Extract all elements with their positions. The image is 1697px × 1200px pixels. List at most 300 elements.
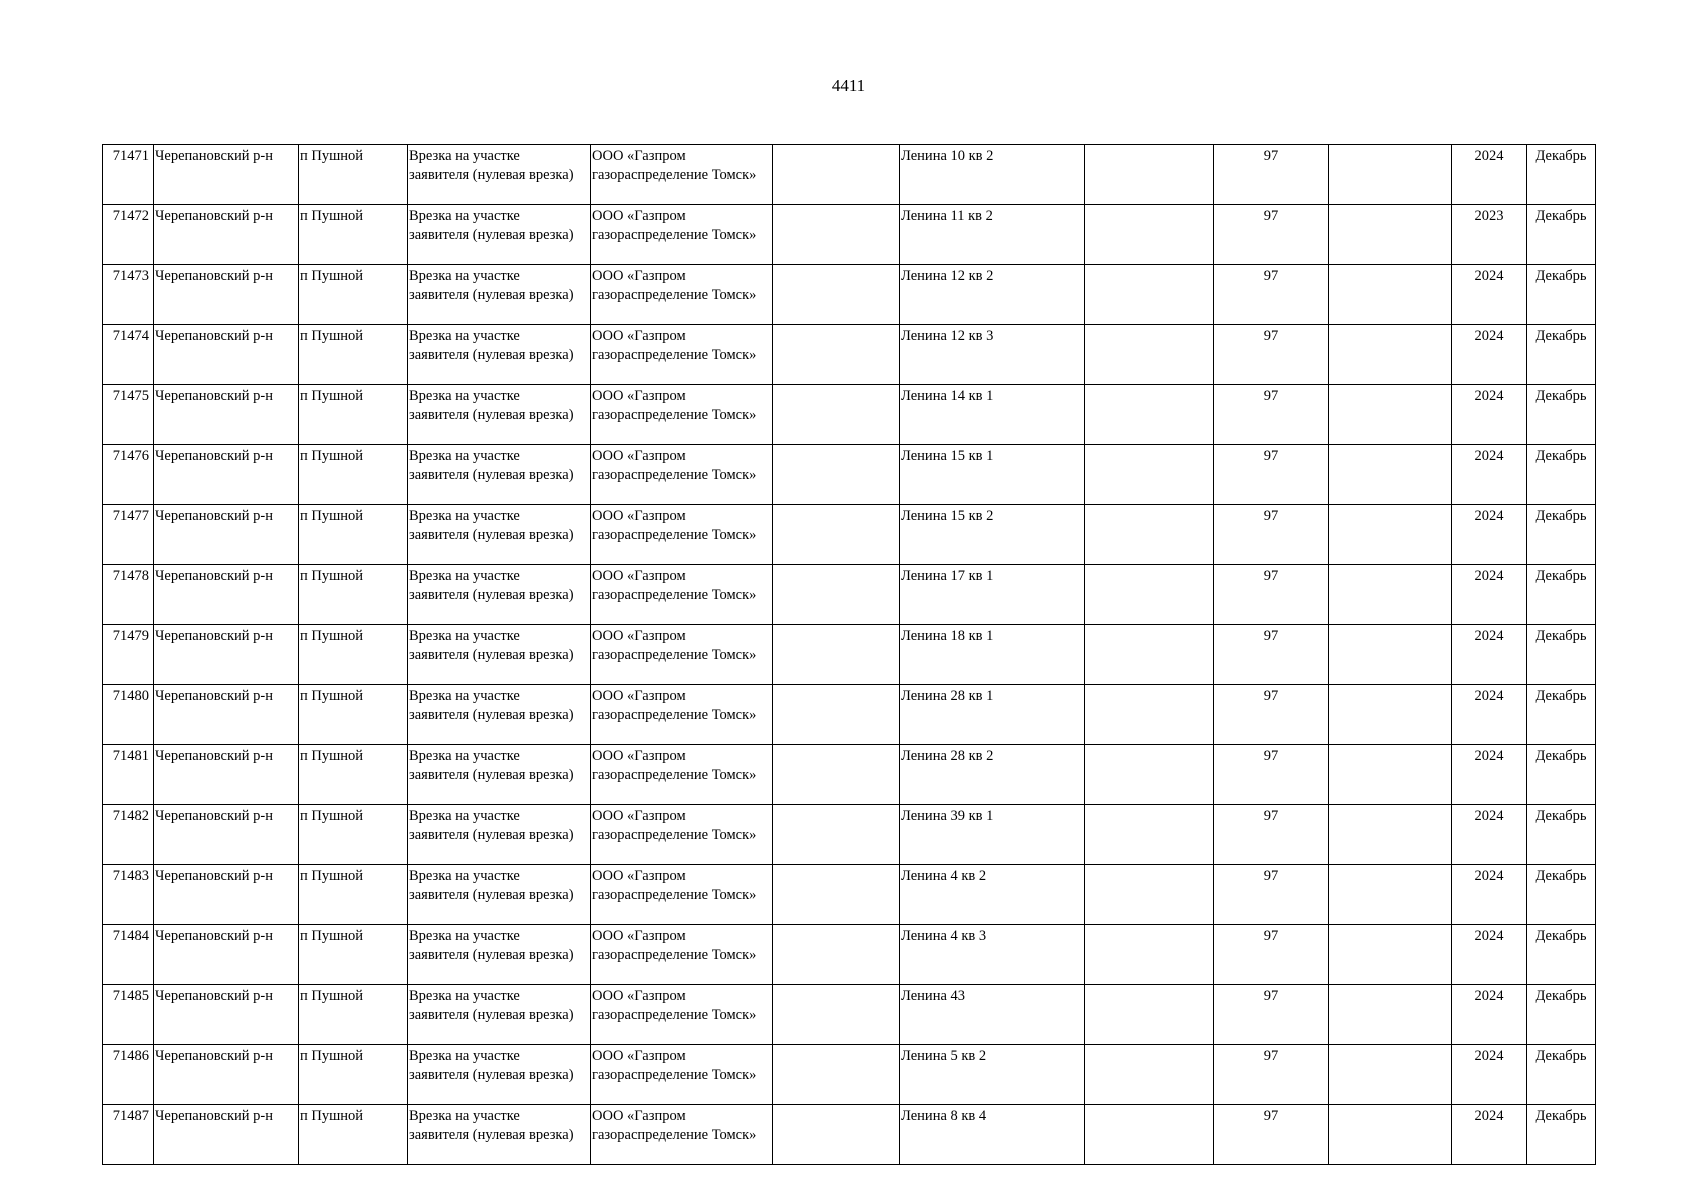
cell-organization-line-2: газораспределение Томск» <box>592 707 757 723</box>
cell-year-text: 2024 <box>1474 328 1504 344</box>
cell-extra <box>773 445 900 505</box>
cell-month-text: Декабрь <box>1535 1108 1587 1124</box>
cell-organization <box>591 1105 773 1165</box>
cell-id <box>103 265 154 325</box>
cell-year <box>1452 925 1527 985</box>
cell-year-text: 2024 <box>1474 628 1504 644</box>
cell-organization-line-1: ООО «Газпром <box>592 808 686 824</box>
cell-extra <box>773 565 900 625</box>
cell-year <box>1452 685 1527 745</box>
cell-organization <box>591 445 773 505</box>
cell-locality-text: п Пушной <box>300 268 364 284</box>
cell-organization-line-1: ООО «Газпром <box>592 388 686 404</box>
cell-work-type-line-1: Врезка на участке <box>409 808 520 824</box>
cell-work-type <box>408 745 591 805</box>
cell-locality-text: п Пушной <box>300 568 364 584</box>
cell-col8 <box>1085 1045 1214 1105</box>
cell-locality-text: п Пушной <box>300 988 364 1004</box>
cell-year <box>1452 265 1527 325</box>
cell-id <box>103 625 154 685</box>
cell-year-text: 2024 <box>1474 568 1504 584</box>
cell-district-text: Черепановский р-н <box>155 988 273 1004</box>
cell-extra <box>773 925 900 985</box>
cell-district <box>154 385 299 445</box>
cell-locality-text: п Пушной <box>300 1048 364 1064</box>
cell-organization-line-2: газораспределение Томск» <box>592 647 757 663</box>
cell-month <box>1527 1045 1596 1105</box>
cell-value-text: 97 <box>1263 628 1279 644</box>
cell-col10 <box>1329 865 1452 925</box>
cell-work-type-line-1: Врезка на участке <box>409 508 520 524</box>
cell-address-text: Ленина 12 кв 2 <box>901 268 994 284</box>
cell-year <box>1452 865 1527 925</box>
cell-work-type <box>408 325 591 385</box>
cell-col8 <box>1085 565 1214 625</box>
cell-id-text: 71475 <box>112 388 149 404</box>
cell-locality-text: п Пушной <box>300 508 364 524</box>
cell-organization-line-1: ООО «Газпром <box>592 1048 686 1064</box>
cell-district <box>154 865 299 925</box>
cell-address-text: Ленина 10 кв 2 <box>901 148 994 164</box>
table-row <box>103 985 1596 1045</box>
cell-work-type-line-2: заявителя (нулевая врезка) <box>409 887 574 903</box>
cell-district-text: Черепановский р-н <box>155 1048 273 1064</box>
cell-organization-line-1: ООО «Газпром <box>592 508 686 524</box>
cell-locality <box>299 805 408 865</box>
table-row <box>103 265 1596 325</box>
cell-month <box>1527 565 1596 625</box>
cell-organization-line-1: ООО «Газпром <box>592 268 686 284</box>
cell-id-text: 71471 <box>112 148 149 164</box>
cell-value <box>1214 385 1329 445</box>
cell-value-text: 97 <box>1263 328 1279 344</box>
cell-address-text: Ленина 43 <box>901 988 966 1004</box>
table-row <box>103 385 1596 445</box>
cell-work-type <box>408 685 591 745</box>
cell-address <box>900 565 1085 625</box>
cell-id-text: 71473 <box>112 268 149 284</box>
cell-locality <box>299 325 408 385</box>
cell-value <box>1214 925 1329 985</box>
cell-organization-line-1: ООО «Газпром <box>592 628 686 644</box>
cell-id <box>103 685 154 745</box>
cell-id <box>103 925 154 985</box>
cell-address-text: Ленина 8 кв 4 <box>901 1108 987 1124</box>
cell-year-text: 2024 <box>1474 748 1504 764</box>
cell-id-text: 71484 <box>112 928 149 944</box>
cell-organization <box>591 745 773 805</box>
cell-organization <box>591 325 773 385</box>
cell-locality <box>299 625 408 685</box>
cell-value <box>1214 1045 1329 1105</box>
cell-work-type-line-2: заявителя (нулевая врезка) <box>409 407 574 423</box>
cell-year <box>1452 505 1527 565</box>
cell-extra <box>773 265 900 325</box>
table-row <box>103 205 1596 265</box>
cell-month-text: Декабрь <box>1535 268 1587 284</box>
cell-organization-line-2: газораспределение Томск» <box>592 767 757 783</box>
cell-value-text: 97 <box>1263 508 1279 524</box>
cell-month-text: Декабрь <box>1535 328 1587 344</box>
cell-organization-line-1: ООО «Газпром <box>592 1108 686 1124</box>
cell-work-type-line-1: Врезка на участке <box>409 928 520 944</box>
cell-district-text: Черепановский р-н <box>155 208 273 224</box>
cell-organization-line-1: ООО «Газпром <box>592 448 686 464</box>
cell-organization <box>591 865 773 925</box>
cell-col8 <box>1085 445 1214 505</box>
cell-month-text: Декабрь <box>1535 508 1587 524</box>
cell-work-type <box>408 505 591 565</box>
cell-organization <box>591 1045 773 1105</box>
cell-value-text: 97 <box>1263 388 1279 404</box>
cell-organization-line-1: ООО «Газпром <box>592 868 686 884</box>
cell-work-type <box>408 385 591 445</box>
cell-work-type <box>408 565 591 625</box>
cell-address <box>900 985 1085 1045</box>
cell-col10 <box>1329 265 1452 325</box>
cell-organization-line-2: газораспределение Томск» <box>592 947 757 963</box>
cell-address <box>900 1105 1085 1165</box>
cell-id <box>103 505 154 565</box>
cell-col10 <box>1329 385 1452 445</box>
cell-value-text: 97 <box>1263 208 1279 224</box>
cell-organization-line-2: газораспределение Томск» <box>592 287 757 303</box>
cell-col8 <box>1085 865 1214 925</box>
cell-month-text: Декабрь <box>1535 208 1587 224</box>
cell-month-text: Декабрь <box>1535 688 1587 704</box>
cell-work-type <box>408 625 591 685</box>
cell-address-text: Ленина 17 кв 1 <box>901 568 994 584</box>
cell-locality-text: п Пушной <box>300 748 364 764</box>
cell-work-type-line-1: Врезка на участке <box>409 868 520 884</box>
cell-address-text: Ленина 11 кв 2 <box>901 208 993 224</box>
cell-month-text: Декабрь <box>1535 868 1587 884</box>
table-row <box>103 1045 1596 1105</box>
cell-address-text: Ленина 5 кв 2 <box>901 1048 987 1064</box>
cell-organization-line-2: газораспределение Томск» <box>592 407 757 423</box>
cell-id <box>103 205 154 265</box>
cell-col8 <box>1085 745 1214 805</box>
cell-col10 <box>1329 985 1452 1045</box>
cell-extra <box>773 805 900 865</box>
cell-col10 <box>1329 805 1452 865</box>
cell-value-text: 97 <box>1263 808 1279 824</box>
cell-organization <box>591 505 773 565</box>
cell-id-text: 71481 <box>112 748 149 764</box>
cell-district-text: Черепановский р-н <box>155 748 273 764</box>
cell-col8 <box>1085 325 1214 385</box>
cell-work-type <box>408 205 591 265</box>
table-row <box>103 625 1596 685</box>
cell-extra <box>773 865 900 925</box>
cell-locality-text: п Пушной <box>300 628 364 644</box>
cell-col10 <box>1329 565 1452 625</box>
cell-locality <box>299 985 408 1045</box>
cell-work-type-line-2: заявителя (нулевая врезка) <box>409 767 574 783</box>
cell-address <box>900 685 1085 745</box>
cell-month <box>1527 1105 1596 1165</box>
cell-year-text: 2024 <box>1474 508 1504 524</box>
table-row <box>103 325 1596 385</box>
cell-work-type <box>408 1045 591 1105</box>
page-number: 4411 <box>831 76 866 95</box>
cell-work-type-line-2: заявителя (нулевая врезка) <box>409 1007 574 1023</box>
cell-work-type-line-1: Врезка на участке <box>409 988 520 1004</box>
cell-month-text: Декабрь <box>1535 1048 1587 1064</box>
cell-organization-line-2: газораспределение Томск» <box>592 1007 757 1023</box>
cell-organization <box>591 145 773 205</box>
cell-work-type <box>408 265 591 325</box>
cell-work-type-line-1: Врезка на участке <box>409 388 520 404</box>
cell-year-text: 2024 <box>1474 688 1504 704</box>
cell-work-type-line-2: заявителя (нулевая врезка) <box>409 527 574 543</box>
cell-col8 <box>1085 685 1214 745</box>
cell-id-text: 71472 <box>112 208 149 224</box>
cell-month <box>1527 625 1596 685</box>
cell-value <box>1214 445 1329 505</box>
cell-district <box>154 805 299 865</box>
cell-district-text: Черепановский р-н <box>155 268 273 284</box>
cell-id <box>103 1105 154 1165</box>
cell-organization-line-2: газораспределение Томск» <box>592 227 757 243</box>
cell-organization-line-1: ООО «Газпром <box>592 748 686 764</box>
cell-value-text: 97 <box>1263 988 1279 1004</box>
cell-locality <box>299 205 408 265</box>
cell-work-type-line-1: Врезка на участке <box>409 748 520 764</box>
cell-district <box>154 1045 299 1105</box>
cell-year <box>1452 1105 1527 1165</box>
cell-year <box>1452 1045 1527 1105</box>
cell-organization-line-2: газораспределение Томск» <box>592 167 757 183</box>
cell-address <box>900 745 1085 805</box>
cell-value-text: 97 <box>1263 568 1279 584</box>
cell-value <box>1214 985 1329 1045</box>
cell-district-text: Черепановский р-н <box>155 568 273 584</box>
cell-id <box>103 865 154 925</box>
cell-work-type-line-2: заявителя (нулевая врезка) <box>409 647 574 663</box>
table-row <box>103 565 1596 625</box>
cell-work-type-line-1: Врезка на участке <box>409 148 520 164</box>
cell-work-type <box>408 1105 591 1165</box>
cell-district-text: Черепановский р-н <box>155 868 273 884</box>
cell-year-text: 2024 <box>1474 868 1504 884</box>
cell-district <box>154 565 299 625</box>
cell-district-text: Черепановский р-н <box>155 448 273 464</box>
cell-district <box>154 445 299 505</box>
cell-locality-text: п Пушной <box>300 448 364 464</box>
cell-work-type <box>408 145 591 205</box>
cell-district-text: Черепановский р-н <box>155 628 273 644</box>
cell-year-text: 2024 <box>1474 388 1504 404</box>
cell-col10 <box>1329 925 1452 985</box>
cell-address <box>900 625 1085 685</box>
cell-value-text: 97 <box>1263 688 1279 704</box>
cell-district-text: Черепановский р-н <box>155 148 273 164</box>
cell-locality-text: п Пушной <box>300 148 364 164</box>
cell-address <box>900 205 1085 265</box>
cell-work-type-line-1: Врезка на участке <box>409 328 520 344</box>
cell-district-text: Черепановский р-н <box>155 688 273 704</box>
cell-district <box>154 145 299 205</box>
cell-month <box>1527 445 1596 505</box>
cell-month <box>1527 745 1596 805</box>
cell-locality <box>299 385 408 445</box>
cell-district <box>154 205 299 265</box>
cell-year <box>1452 145 1527 205</box>
cell-value <box>1214 805 1329 865</box>
cell-work-type-line-2: заявителя (нулевая врезка) <box>409 947 574 963</box>
cell-district <box>154 505 299 565</box>
cell-work-type-line-2: заявителя (нулевая врезка) <box>409 587 574 603</box>
cell-month-text: Декабрь <box>1535 988 1587 1004</box>
cell-id-text: 71474 <box>112 328 149 344</box>
cell-address <box>900 325 1085 385</box>
cell-month-text: Декабрь <box>1535 448 1587 464</box>
cell-address <box>900 865 1085 925</box>
cell-value <box>1214 1105 1329 1165</box>
cell-id-text: 71486 <box>112 1048 149 1064</box>
table-row <box>103 745 1596 805</box>
cell-organization <box>591 565 773 625</box>
registry-table <box>102 144 1596 1165</box>
cell-district <box>154 685 299 745</box>
cell-month-text: Декабрь <box>1535 568 1587 584</box>
cell-work-type <box>408 985 591 1045</box>
cell-value-text: 97 <box>1263 868 1279 884</box>
cell-col8 <box>1085 1105 1214 1165</box>
cell-organization-line-1: ООО «Газпром <box>592 928 686 944</box>
cell-year <box>1452 325 1527 385</box>
table-row <box>103 685 1596 745</box>
cell-month-text: Декабрь <box>1535 628 1587 644</box>
cell-work-type-line-2: заявителя (нулевая врезка) <box>409 1127 574 1143</box>
cell-year <box>1452 745 1527 805</box>
cell-district <box>154 985 299 1045</box>
cell-value-text: 97 <box>1263 1048 1279 1064</box>
cell-locality <box>299 1105 408 1165</box>
cell-year-text: 2024 <box>1474 448 1504 464</box>
cell-month <box>1527 685 1596 745</box>
cell-month-text: Декабрь <box>1535 148 1587 164</box>
cell-work-type-line-2: заявителя (нулевая врезка) <box>409 827 574 843</box>
registry-body <box>103 145 1596 1165</box>
cell-organization <box>591 385 773 445</box>
cell-organization <box>591 265 773 325</box>
cell-district-text: Черепановский р-н <box>155 388 273 404</box>
cell-id-text: 71478 <box>112 568 149 584</box>
cell-month-text: Декабрь <box>1535 928 1587 944</box>
cell-id <box>103 1045 154 1105</box>
cell-locality <box>299 565 408 625</box>
cell-col8 <box>1085 385 1214 445</box>
cell-organization-line-1: ООО «Газпром <box>592 328 686 344</box>
cell-id <box>103 985 154 1045</box>
cell-month <box>1527 385 1596 445</box>
cell-locality <box>299 505 408 565</box>
cell-locality-text: п Пушной <box>300 928 364 944</box>
cell-work-type-line-1: Врезка на участке <box>409 568 520 584</box>
cell-month <box>1527 325 1596 385</box>
cell-value <box>1214 265 1329 325</box>
cell-year-text: 2023 <box>1474 208 1504 224</box>
cell-organization-line-1: ООО «Газпром <box>592 988 686 1004</box>
cell-value <box>1214 205 1329 265</box>
cell-address-text: Ленина 4 кв 3 <box>901 928 987 944</box>
cell-organization <box>591 925 773 985</box>
cell-month <box>1527 805 1596 865</box>
cell-id <box>103 745 154 805</box>
cell-address-text: Ленина 15 кв 1 <box>901 448 994 464</box>
cell-district <box>154 625 299 685</box>
cell-address <box>900 505 1085 565</box>
cell-value <box>1214 325 1329 385</box>
cell-address-text: Ленина 4 кв 2 <box>901 868 987 884</box>
cell-value-text: 97 <box>1263 148 1279 164</box>
cell-month <box>1527 865 1596 925</box>
cell-col10 <box>1329 205 1452 265</box>
cell-locality <box>299 865 408 925</box>
table-row <box>103 805 1596 865</box>
cell-work-type-line-1: Врезка на участке <box>409 628 520 644</box>
cell-extra <box>773 625 900 685</box>
cell-value <box>1214 865 1329 925</box>
cell-id-text: 71479 <box>112 628 149 644</box>
cell-extra <box>773 745 900 805</box>
cell-col8 <box>1085 265 1214 325</box>
cell-district-text: Черепановский р-н <box>155 328 273 344</box>
cell-col8 <box>1085 205 1214 265</box>
cell-work-type-line-2: заявителя (нулевая врезка) <box>409 167 574 183</box>
cell-work-type <box>408 865 591 925</box>
cell-address-text: Ленина 14 кв 1 <box>901 388 994 404</box>
cell-locality-text: п Пушной <box>300 1108 364 1124</box>
cell-work-type-line-1: Врезка на участке <box>409 688 520 704</box>
cell-year-text: 2024 <box>1474 988 1504 1004</box>
cell-district <box>154 745 299 805</box>
cell-col10 <box>1329 325 1452 385</box>
cell-year-text: 2024 <box>1474 1108 1504 1124</box>
cell-month-text: Декабрь <box>1535 748 1587 764</box>
cell-year-text: 2024 <box>1474 808 1504 824</box>
cell-col10 <box>1329 445 1452 505</box>
cell-locality <box>299 1045 408 1105</box>
cell-organization-line-2: газораспределение Томск» <box>592 1127 757 1143</box>
cell-col10 <box>1329 1045 1452 1105</box>
cell-extra <box>773 985 900 1045</box>
cell-month <box>1527 985 1596 1045</box>
cell-value-text: 97 <box>1263 448 1279 464</box>
cell-work-type <box>408 445 591 505</box>
table-row <box>103 445 1596 505</box>
cell-locality-text: п Пушной <box>300 388 364 404</box>
cell-id <box>103 805 154 865</box>
cell-extra <box>773 685 900 745</box>
cell-district <box>154 925 299 985</box>
cell-address <box>900 385 1085 445</box>
cell-id <box>103 445 154 505</box>
cell-organization <box>591 685 773 745</box>
table-row <box>103 1105 1596 1165</box>
cell-value <box>1214 625 1329 685</box>
cell-value-text: 97 <box>1263 1108 1279 1124</box>
cell-id <box>103 325 154 385</box>
cell-col10 <box>1329 745 1452 805</box>
cell-organization <box>591 985 773 1045</box>
cell-district-text: Черепановский р-н <box>155 808 273 824</box>
cell-col8 <box>1085 985 1214 1045</box>
cell-col10 <box>1329 685 1452 745</box>
cell-locality-text: п Пушной <box>300 688 364 704</box>
